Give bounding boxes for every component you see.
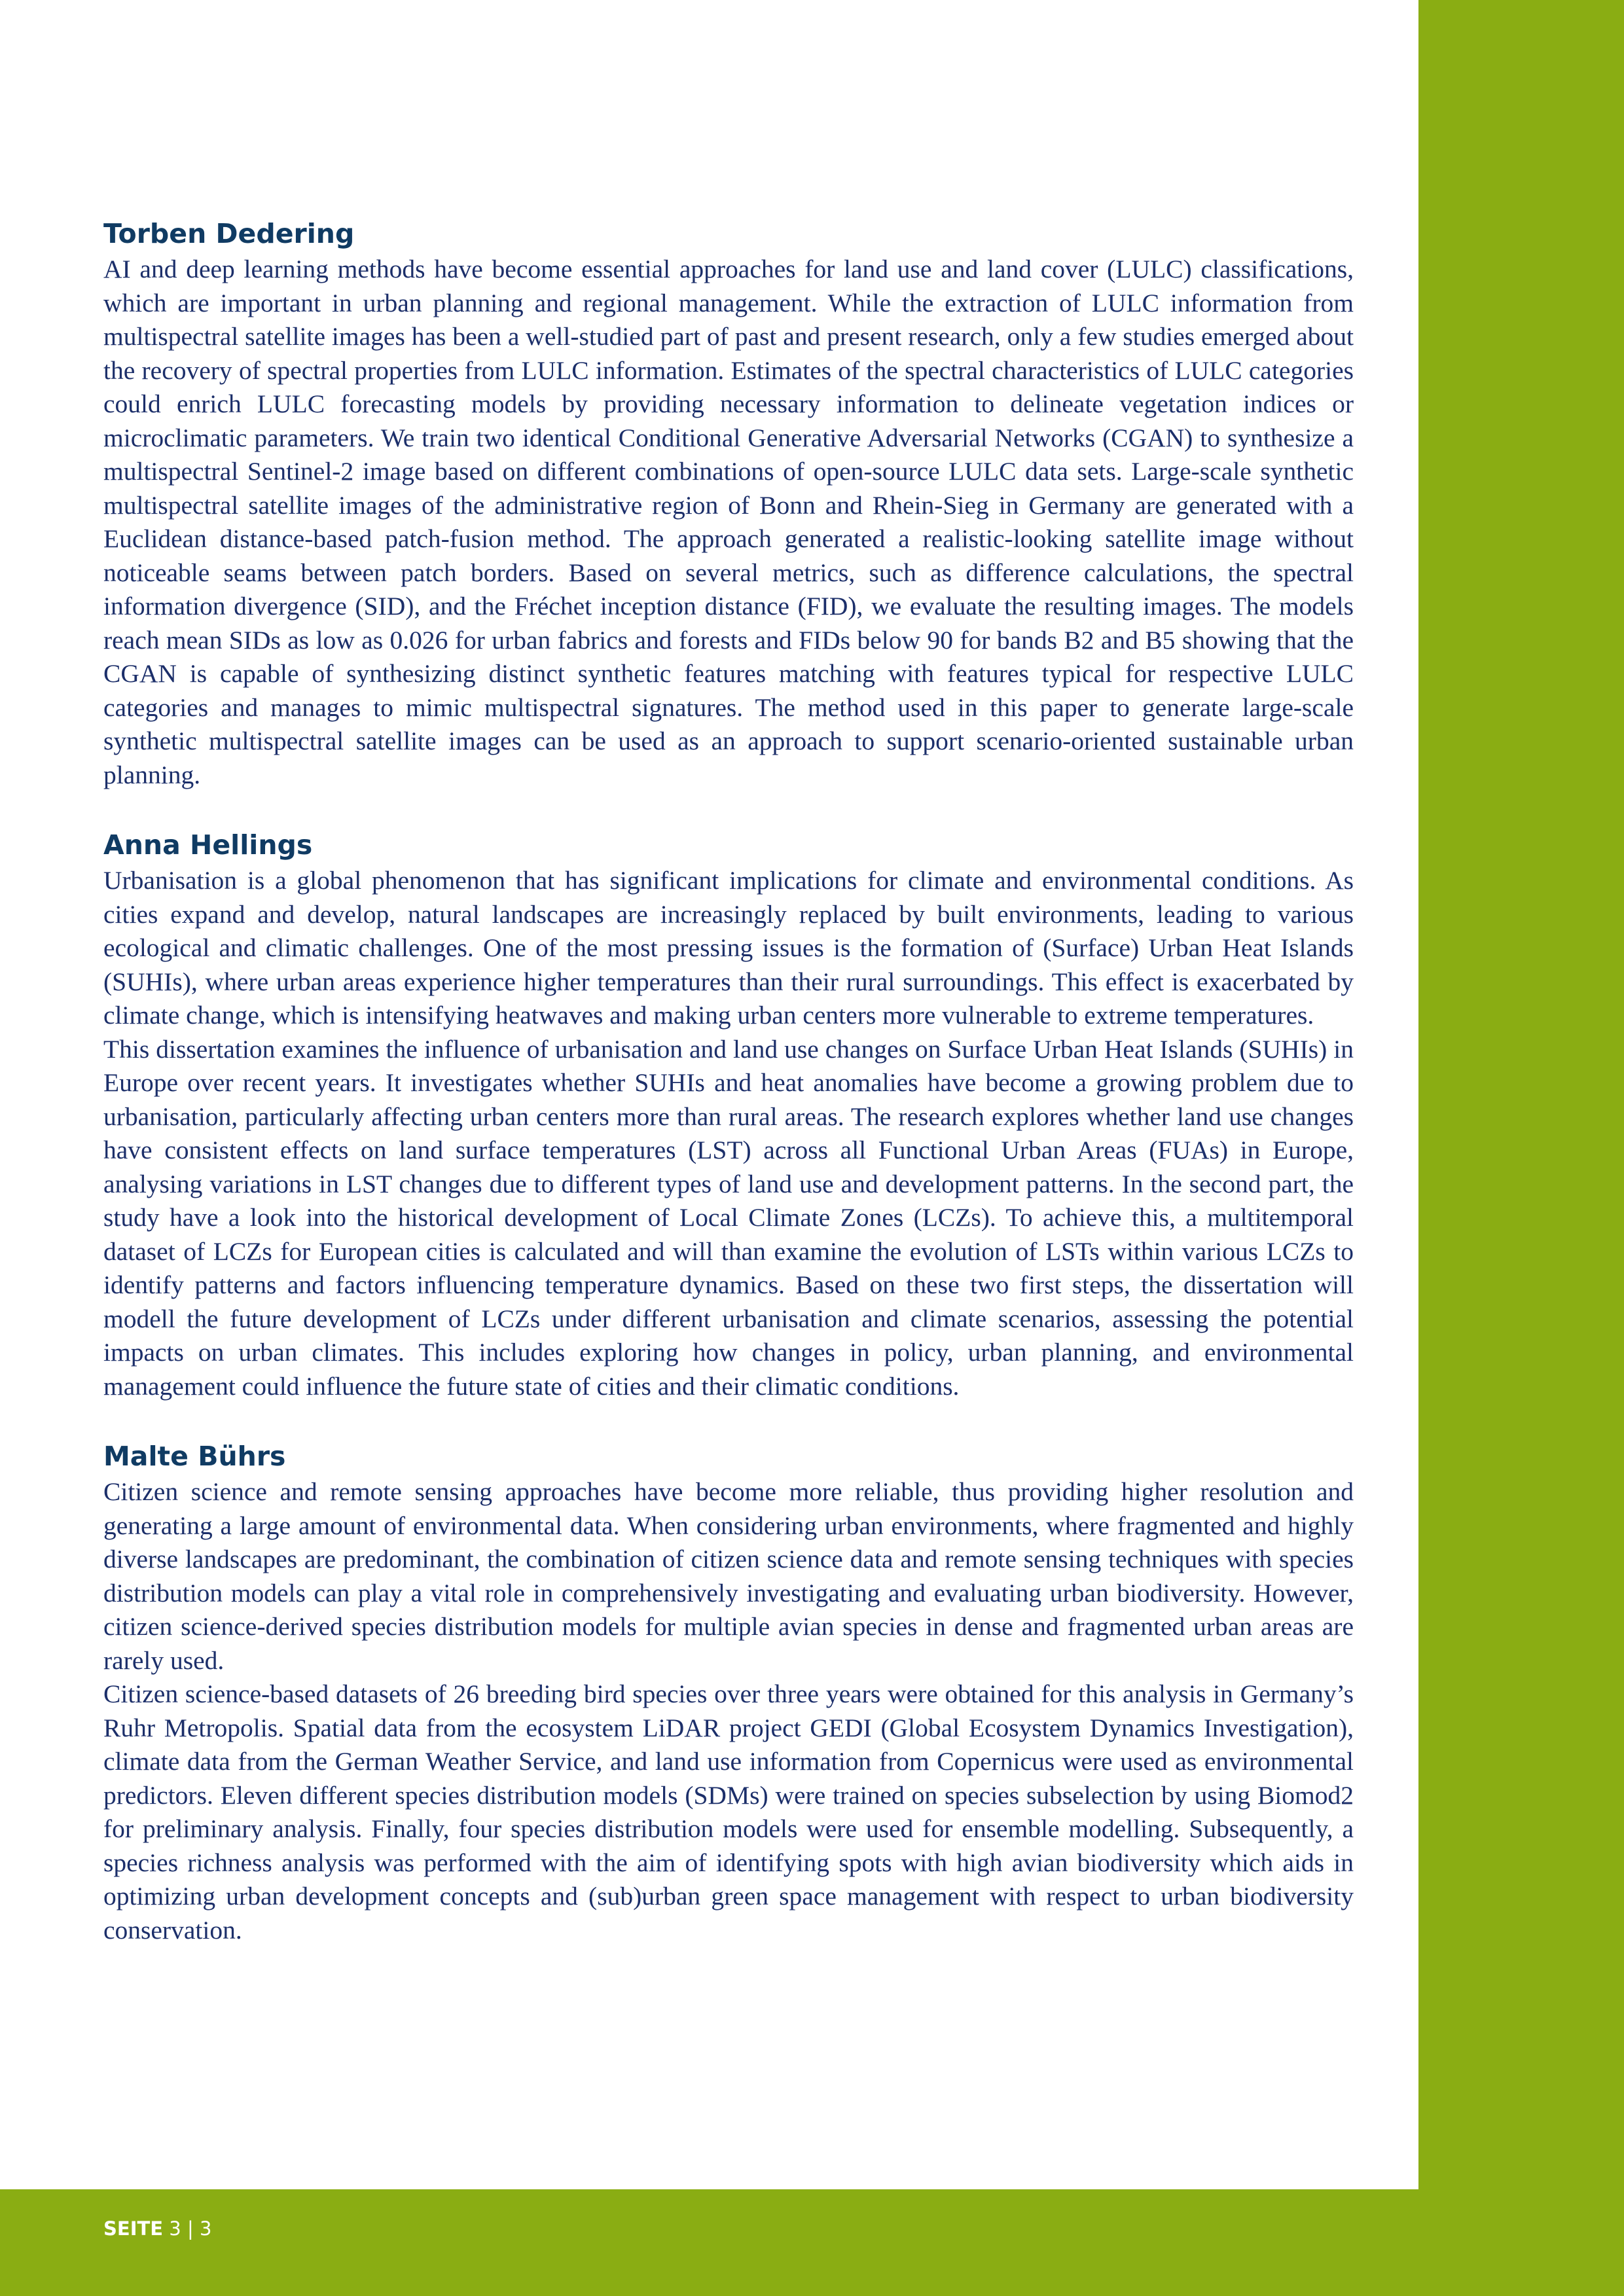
abstract-paragraph: Citizen science and remote sensing approaches have become more reliable, thus providing higher resolution and generating a large amount of environmental data. When considering urban environments, where fragmented and highly diverse landscapes are predominant, the combination of citizen science data and remote sensing techniques with species distribution models can play a vital role in comprehensively investigating and evaluating urban biodiversity. However, citizen science-derived species distribution models for multiple avian species in dense and fragmented urban areas are rarely used.: [103, 1477, 1354, 1675]
abstract-section-dedering: [103, 215, 1354, 792]
document-body: [103, 215, 1354, 1947]
abstract-section-hellings: [103, 826, 1354, 1403]
abstract-paragraph: Urbanisation is a global phenomenon that has significant implications for climate and environmental conditions. As cities expand and develop, natural landscapes are increasingly replaced by built environments, leading to various ecological and climatic challenges. One of the most pressing issues is the formation of (Surface) Urban Heat Islands (SUHIs), where urban areas experience higher temperatures than their rural surroundings. This effect is exacerbated by climate change, which is intensifying heatwaves and making urban centers more vulnerable to extreme temperatures.: [103, 866, 1354, 1030]
author-heading: Malte Bührs: [103, 1441, 286, 1472]
abstract-paragraph: This dissertation examines the influence of urbanisation and land use changes on Surface Urban Heat Islands (SUHIs) in Europe over recent years. It investigates whether SUHIs and heat anomalies have become a growing problem due to urbanisation, particularly affecting urban centers more than rural areas. The research explores whether land use changes have consistent effects on land surface temperatures (LST) across all Functional Urban Areas (FUAs) in Europe, analysing variations in LST changes due to different types of land use and development patterns. In the second part, the study have a look into the historical development of Local Climate Zones (LCZs). To achieve this, a multitemporal dataset of LCZs for European cities is calculated and will than examine the evolution of LSTs within various LCZs to identify patterns and factors influencing temperature dynamics. Based on these two first steps, the dissertation will modell the future development of LCZs under different urbanisation and climate scenarios, assessing the potential impacts on urban climates. This includes exploring how changes in policy, urban planning, and environmental management could influence the future state of cities and their climatic conditions.: [103, 1034, 1354, 1401]
page-label: SEITE: [103, 2217, 164, 2240]
footer-band: [0, 2189, 1624, 2296]
abstract-paragraph: AI and deep learning methods have become essential approaches for land use and land cover (LULC) classifications, which are important in urban planning and regional management. While the extraction of LULC information from multispectral satellite images has been a well-studied part of past and present research, only a few studies emerged about the recovery of spectral properties from LULC information. Estimates of the spectral characteristics of LULC categories could enrich LULC forecasting models by providing necessary information to delineate vegetation indices or microclimatic parameters. We train two identical Conditional Generative Adversarial Networks (CGAN) to synthesize a multispectral Sentinel-2 image based on different combinations of open-source LULC data sets. Large-scale synthetic multispectral satellite images of the administrative region of Bonn and Rhein-Sieg in Germany are generated with a Euclidean distance-based patch-fusion method. The approach generated a realistic-looking satellite image without noticeable seams between patch borders. Based on several metrics, such as difference calculations, the spectral information divergence (SID), and the Fréchet inception distance (FID), we evaluate the resulting images. The models reach mean SIDs as low as 0.026 for urban fabrics and forests and FIDs below 90 for bands B2 and B5 showing that the CGAN is capable of synthesizing distinct synthetic features matching with features typical for respective LULC categories and manages to mimic multispectral signatures. The method used in this paper to generate large-scale synthetic multispectral satellite images can be used as an approach to support scenario-oriented sustainable urban planning.: [103, 255, 1354, 789]
page-number: [103, 2215, 211, 2242]
page-total: 3: [199, 2217, 212, 2240]
abstract-paragraph: Citizen science-based datasets of 26 breeding bird species over three years were obtained for this analysis in Germany’s Ruhr Metropolis. Spatial data from the ecosystem LiDAR project GEDI (Global Ecosystem Dynamics Investigation), climate data from the German Weather Service, and land use information from Copernicus were used as environmental predictors. Eleven different species distribution models (SDMs) were trained on species subselection by using Biomod2 for preliminary analysis. Finally, four species distribution models were used for ensemble modelling. Subsequently, a species richness analysis was performed with the aim of identifying spots with high avian biodiversity which aids in optimizing urban development concepts and (sub)urban green space management with respect to urban biodiversity conservation.: [103, 1679, 1354, 1945]
author-heading: Torben Dedering: [103, 218, 355, 249]
page-current: 3: [169, 2217, 181, 2240]
abstract-section-buehrs: [103, 1437, 1354, 1947]
right-accent-band: [1418, 0, 1624, 2296]
author-heading: Anna Hellings: [103, 829, 313, 861]
page-separator: |: [187, 2217, 194, 2240]
